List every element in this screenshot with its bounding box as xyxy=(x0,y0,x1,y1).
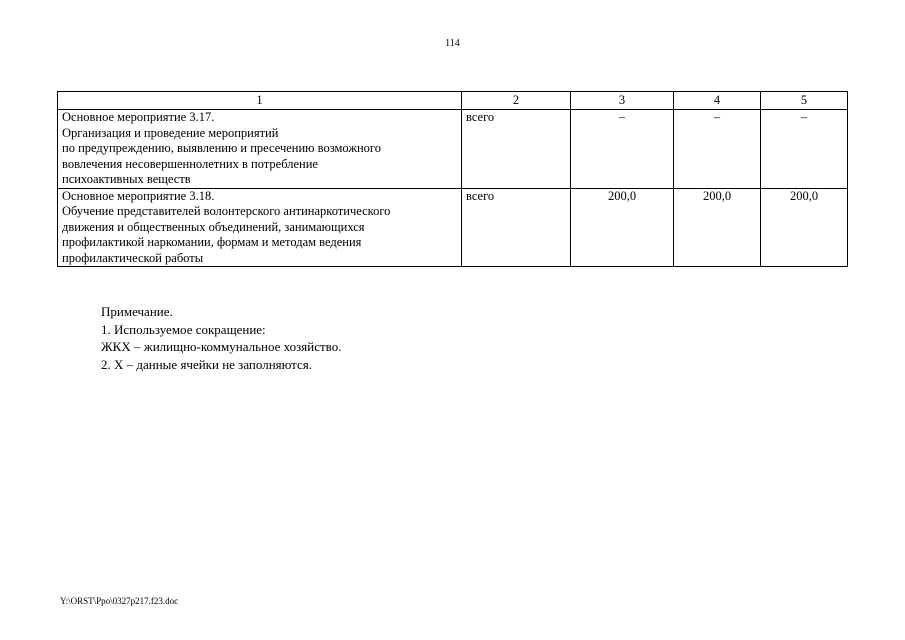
measure-name-line: профилактикой наркомании, формам и методам ведения xyxy=(62,235,362,249)
total-label-cell: всего xyxy=(462,110,571,189)
measure-name-line: Основное мероприятие 3.17. xyxy=(62,110,215,124)
table-header-row xyxy=(58,92,848,110)
note-item-1: 1. Используемое сокращение: xyxy=(101,321,266,337)
column-header-3: 3 xyxy=(571,92,674,110)
value-cell-3: 200,0 xyxy=(571,188,674,267)
total-label-cell: всего xyxy=(462,188,571,267)
measure-name-line: психоактивных веществ xyxy=(62,172,191,186)
measure-name-line: Организация и проведение мероприятий xyxy=(62,125,279,140)
page-number: 114 xyxy=(445,38,460,49)
notes-title: Примечание. xyxy=(101,304,173,319)
note-item-1-detail: ЖКХ – жилищно-коммунальное хозяйство. xyxy=(101,339,342,354)
note-item-2: 2. Х – данные ячейки не заполняются. xyxy=(101,356,313,372)
column-header-5: 5 xyxy=(761,92,848,110)
value-cell-5: – xyxy=(761,110,848,189)
value-cell-3: – xyxy=(571,110,674,189)
value-cell-5: 200,0 xyxy=(761,188,848,267)
measure-name-line: Основное мероприятие 3.18. xyxy=(62,188,215,203)
measure-name-cell xyxy=(58,188,462,267)
program-table xyxy=(57,91,848,267)
measure-name-line: профилактической работы xyxy=(62,250,204,265)
table-row xyxy=(58,110,848,189)
measure-name-line: движения и общественных объединений, занимающихся xyxy=(62,219,365,234)
column-header-2: 2 xyxy=(462,92,571,110)
value-cell-4: 200,0 xyxy=(674,188,761,267)
measure-name-line: по предупреждению, выявлению и пресечению возможного xyxy=(62,141,381,155)
measure-name-cell xyxy=(58,110,462,189)
table-row xyxy=(58,188,848,267)
notes-block xyxy=(101,303,341,373)
column-header-1: 1 xyxy=(58,92,462,110)
measure-name-line: Обучение представителей волонтерского антинаркотического xyxy=(62,204,391,218)
value-cell-4: – xyxy=(674,110,761,189)
column-header-4: 4 xyxy=(674,92,761,110)
measure-name-line: вовлечения несовершеннолетних в потребление xyxy=(62,156,318,171)
footer-file-path: Y:\ORST\Ppo\0327p217.f23.doc xyxy=(60,596,179,606)
